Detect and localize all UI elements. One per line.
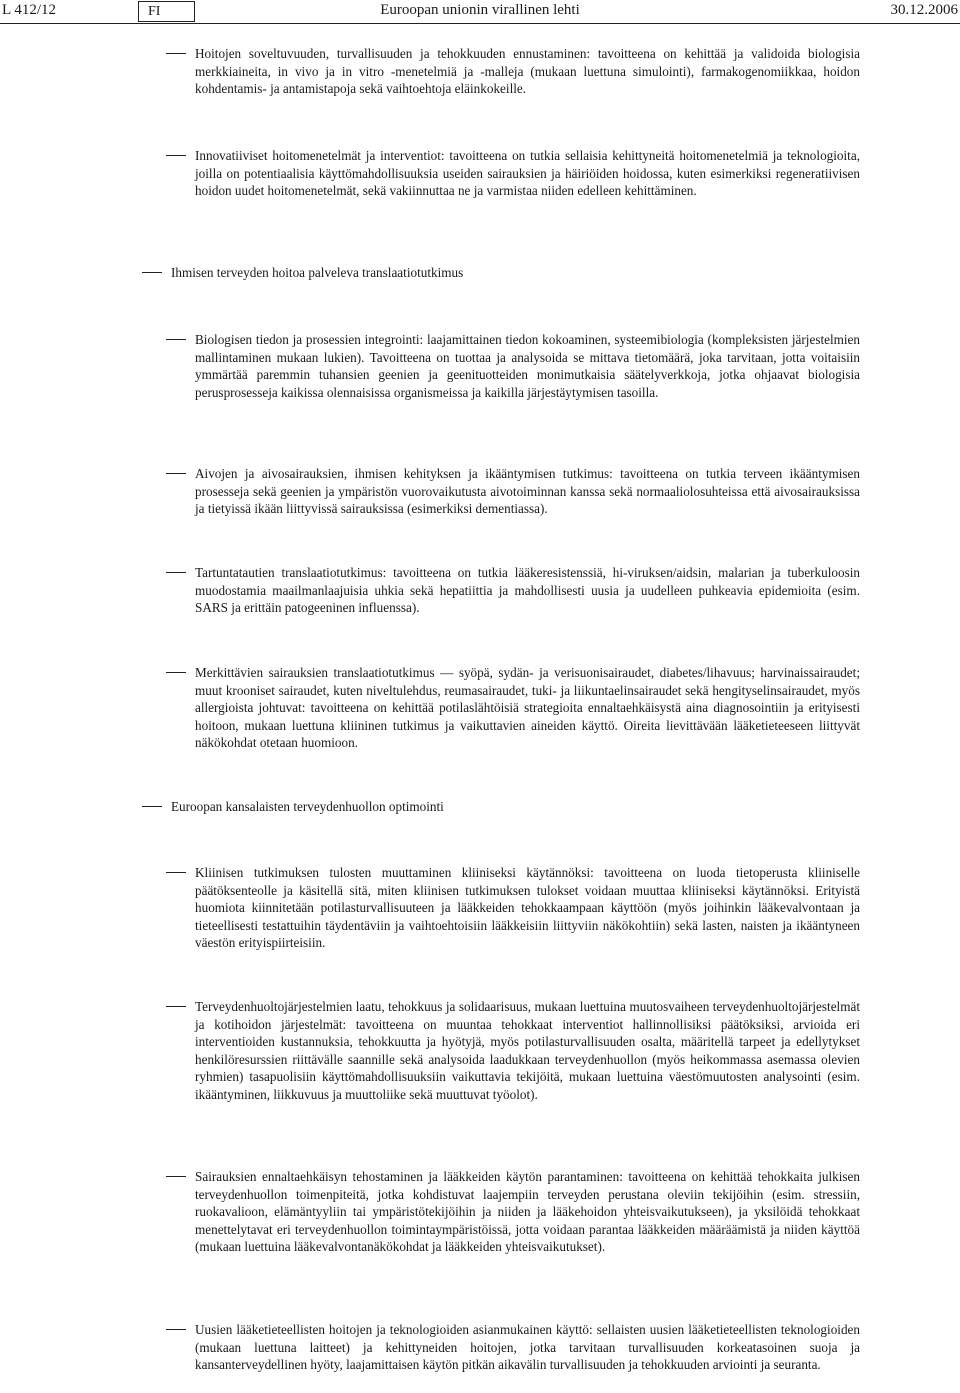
list-item bbox=[195, 147, 860, 200]
section-heading-item bbox=[171, 264, 860, 282]
dash-bullet bbox=[166, 53, 186, 54]
dash-bullet bbox=[142, 806, 162, 807]
dash-bullet bbox=[166, 672, 186, 673]
section-heading-item bbox=[171, 798, 860, 816]
section-heading: Ihmisen terveyden hoitoa palveleva translaatiotutkimus bbox=[171, 265, 464, 280]
dash-bullet bbox=[166, 473, 186, 474]
dash-bullet bbox=[166, 872, 186, 873]
list-item bbox=[195, 864, 860, 952]
dash-bullet bbox=[166, 1329, 186, 1330]
dash-bullet bbox=[166, 1006, 186, 1007]
list-item-text: Tartuntatautien translaatiotutkimus: tavoitteena on tutkia lääkeresistenssiä, hi-viruksen/aidsin, malarian ja tuberkuloosin muodostamia maailmanlaajuisia uhkia sekä hepatiittia ja mahdollisesti uusia ja uudelleen puhkeavia epidemioita (esim. SARS ja erittäin patogeeninen influenssa). bbox=[195, 565, 860, 616]
dash-bullet bbox=[166, 1176, 186, 1177]
list-item-text: Terveydenhuoltojärjestelmien laatu, tehokkuus ja solidaarisuus, mukaan luettuina muutosvaiheen terveydenhuoltojärjestelmät ja kotihoidon järjestelmät: tavoitteena on muuntaa tehokkaat interventiot hallinnollisiksi päätöksiksi, arvioida eri interventioiden kustannuksia, tehokkuutta ja hyötyjä, myös potilasturvallisuuden osalta, määritellä tarpeet ja edellytykset henkilöresurssien riittävälle saannille sekä analysoida laadukkaan terveydenhuollon (myös heikommassa asemassa olevien ryhmien) tasapuolisiin käyttömahdollisuuksiin vaikuttavia tekijöitä, mukaan luettuina väestömuutosten analysointi (esim. ikääntyminen, liikkuvuus ja muuttoliike sekä muuttuvat työolot). bbox=[195, 999, 860, 1102]
journal-title: Euroopan unionin virallinen lehti bbox=[380, 2, 580, 18]
list-item-text: Merkittävien sairauksien translaatiotutkimus — syöpä, sydän- ja verisuonisairaudet, diabetes/lihavuus; harvinaissairaudet; muut krooniset sairaudet, kuten niveltulehdus, reumasairaudet, tuki- ja liikuntaelinsairaudet sekä hengityselinsairaudet, myös allergioista johtuvat: tavoitteena on kehittää potilaslähtöisiä strategioita ennaltaehkäisystä aina diagnosointiin ja erityisesti hoitoon, mukaan luettuna kliininen tutkimus ja vaikuttavien aineiden käyttö. Oireita lievittävään lääketieteeseen liittyvät näkökohdat otetaan huomioon. bbox=[195, 665, 860, 751]
list-item-text: Sairauksien ennaltaehkäisyn tehostaminen ja lääkkeiden käytön parantaminen: tavoitteena on kehittää tehokkaita julkisen terveydenhuollon toimenpiteitä, jotka kohdistuvat laajempiin terveyden perustana oleviin tekijöihin (esim. stressiin, ruokavalioon, elämäntyyliin tai ympäristötekijöihin ja niiden ja lääkehoidon yhteisvaikutukseen), ja yksilöidä tehokkaat menettelytavat eri terveydenhuollon toimintaympäristöissä, jotta voidaan parantaa lääkkeiden määräämistä ja niiden käyttöä (mukaan luettuina lääkevalvontanäkökohdat ja lääkkeiden yhteisvaikutukset). bbox=[195, 1169, 860, 1255]
list-item-text: Aivojen ja aivosairauksien, ihmisen kehityksen ja ikääntymisen tutkimus: tavoitteena on tutkia terveen ikääntymisen prosesseja sekä geenien ja ympäristön vuorovaikutusta aivotoiminnan kanssa sekä normaaliolosuhteissa että aivosairauksissa ja tietyissä ikään liittyvissä sairauksissa (esimerkiksi dementiassa). bbox=[195, 466, 860, 517]
list-item-text: Kliinisen tutkimuksen tulosten muuttaminen kliiniseksi käytännöksi: tavoitteena on luoda tietoperusta kliiniselle päätöksenteolle ja käsitellä sitä, miten kliinisen tutkimuksen tulokset voidaan muuttaa kliiniseksi käytännöksi. Erityistä huomiota kiinnitetään potilasturvallisuuteen ja lääkkeiden tehokkaampaan käyttöön (myös joihinkin lääkevalvontaan ja tieteellisesti testattuihin täydentäviin ja vaihtoehtoisiin lääkkeisiin liittyviin näkökohtiin) sekä lasten, naisten ja ikääntyneen väestön erityispiirteisiin. bbox=[195, 865, 860, 951]
dash-bullet bbox=[142, 272, 162, 273]
dash-bullet bbox=[166, 572, 186, 573]
list-item bbox=[195, 331, 860, 401]
list-item-text: Innovatiiviset hoitomenetelmät ja interventiot: tavoitteena on tutkia sellaisia kehittyneitä hoitomenetelmiä ja teknologioita, joilla on potentiaalisia käyttömahdollisuuksia useiden sairauksien ja häiriöiden hoidossa, kuten esimerkiksi regeneratiivisen hoidon uudet hoitomenetelmät, sekä vakiinnuttaa ne ja varmistaa niiden edelleen kehittäminen. bbox=[195, 148, 860, 199]
list-item bbox=[195, 1168, 860, 1256]
header-rule bbox=[0, 23, 960, 24]
list-item bbox=[195, 998, 860, 1104]
list-item-text: Biologisen tiedon ja prosessien integrointi: laajamittainen tiedon kokoaminen, systeemibiologia (kompleksisten järjestelmien mallintaminen mukaan lukien). Tavoitteena on tuottaa ja analysoida se mittava tietomäärä, joka tarvitaan, jotta voitaisiin ymmärtää paremmin tuhansien geenien ja geenituotteiden monimutkaisia säätelyverkkoja, jotka ohjaavat biologisia perusprosesseja kaikissa olennaisissa organismeissa ja kaikilla järjestäytymisen tasoilla. bbox=[195, 332, 860, 400]
list-item bbox=[195, 664, 860, 752]
list-item bbox=[195, 465, 860, 518]
publication-date: 30.12.2006 bbox=[890, 2, 958, 18]
list-item-text: Hoitojen soveltuvuuden, turvallisuuden ja tehokkuuden ennustaminen: tavoitteena on kehittää ja validoida biologisia merkkiaineita, in vivo ja in vitro -menetelmiä ja -malleja (mukaan luettuna simulointi), farmakogenomiikkaa, hoidon kohdentamis- ja antamistapoja sekä vaihtoehtoja eläinkokeille. bbox=[195, 46, 860, 97]
dash-bullet bbox=[166, 155, 186, 156]
section-heading: Euroopan kansalaisten terveydenhuollon optimointi bbox=[171, 799, 444, 814]
list-item bbox=[195, 45, 860, 98]
language-code-box: FI bbox=[138, 1, 195, 22]
page-reference: L 412/12 bbox=[2, 2, 57, 18]
list-item-text: Uusien lääketieteellisten hoitojen ja teknologioiden asianmukainen käyttö: sellaisten uusien lääketieteellisten teknologioiden (mukaan luettuna laitteet) ja kehittyneiden hoitojen, jotka tarvitaan turvallisuuden korkeatasoinen suoja ja kansanterveydellinen hyöty, laajamittaisen käytön pitkän aikavälin turvallisuuden ja tehokkuuden arviointi ja seuranta. bbox=[195, 1322, 860, 1373]
dash-bullet bbox=[166, 339, 186, 340]
list-item bbox=[195, 564, 860, 617]
list-item bbox=[195, 1321, 860, 1374]
